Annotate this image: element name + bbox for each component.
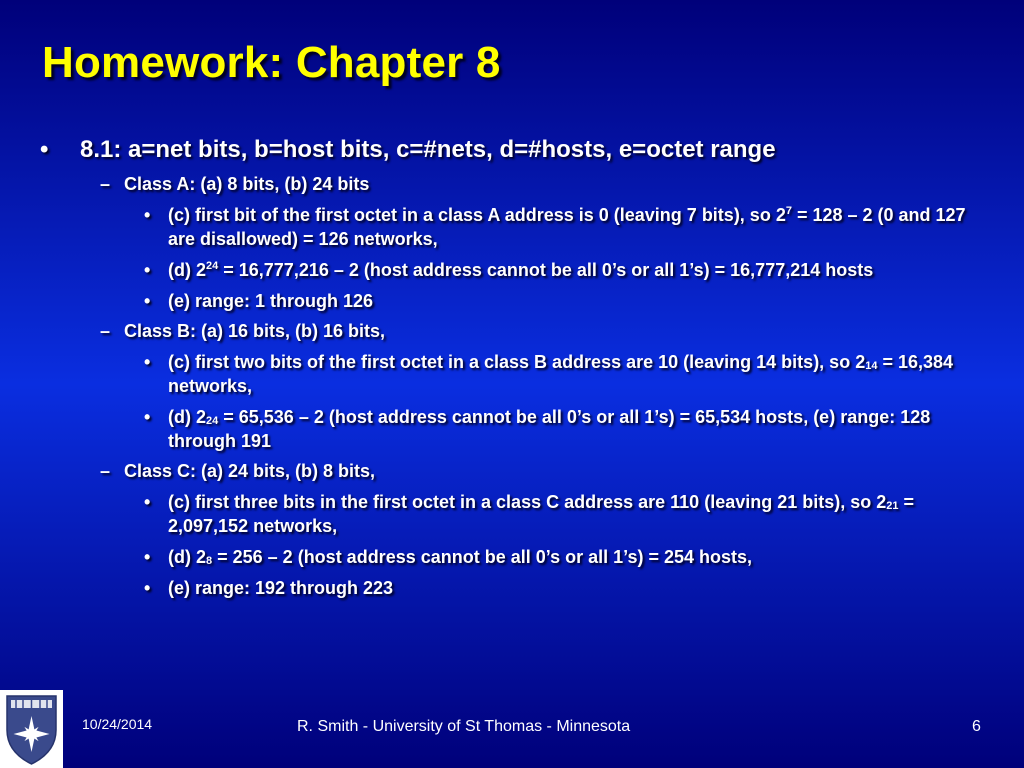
class-a-heading: [40, 172, 1000, 196]
class-c-c-exponent: 21: [886, 500, 899, 512]
class-b-d-text-post: = 65,536 – 2 (host address cannot be all 0’s or all 1’s) = 65,534 hosts, (e) range: 128 through 191: [168, 407, 931, 451]
class-b-heading: [40, 319, 1000, 343]
class-a-c-text-post: = 128 – 2 (0 and 127 are disallowed) = 126 networks,: [168, 205, 966, 249]
class-c-heading-text: Class C: (a) 24 bits, (b) 8 bits,: [124, 461, 376, 481]
dash-mark: –: [100, 174, 111, 194]
class-c-e-text: (e) range: 192 through 223: [168, 578, 394, 598]
bullet-mark: •: [144, 492, 151, 512]
class-c-e: [40, 576, 1000, 600]
footer-credit: R. Smith - University of St Thomas - Minnesota: [297, 718, 631, 735]
class-a-c-exponent: 7: [785, 205, 792, 217]
bullet-mark: •: [144, 547, 151, 567]
university-shield-icon: [0, 690, 63, 768]
class-a-d-text-post: = 16,777,216 – 2 (host address cannot be all 0’s or all 1’s) = 16,777,214 hosts: [218, 260, 874, 280]
bullet-mark: •: [144, 578, 151, 598]
bullet-mark: •: [144, 205, 151, 225]
bullet-mark: •: [144, 291, 151, 311]
class-c-d-text-post: = 256 – 2 (host address cannot be all 0’s or all 1’s) = 254 hosts,: [212, 547, 753, 567]
class-b-d-exponent: 24: [206, 415, 219, 427]
class-b-d: [40, 405, 1000, 453]
class-b-c-exponent: 14: [865, 360, 878, 372]
footer-date: 10/24/2014: [82, 716, 153, 732]
class-a-c: [40, 203, 1000, 251]
class-a-d-text: (d) 2: [168, 260, 206, 280]
class-c-heading: [40, 459, 1000, 483]
bullet-mark: •: [144, 260, 151, 280]
slide-number: 6: [972, 718, 981, 735]
class-a-heading-text: Class A: (a) 8 bits, (b) 24 bits: [124, 174, 370, 194]
class-c-d-exponent: 8: [206, 555, 213, 567]
bullet-8-1: [40, 134, 1000, 166]
class-c-c: [40, 490, 1000, 538]
class-b-c-text-post: = 16,384 networks,: [168, 352, 954, 396]
bullet-mark: •: [40, 136, 49, 163]
class-a-e-text: (e) range: 1 through 126: [168, 291, 374, 311]
class-b-c: [40, 350, 1000, 398]
slide-body: [40, 134, 1000, 600]
class-c-c-text: (c) first three bits in the first octet in a class C address are 110 (leaving 21 bits), so 2: [168, 492, 887, 512]
class-a-c-text: (c) first bit of the first octet in a class A address is 0 (leaving 7 bits), so 2: [168, 205, 786, 225]
class-b-c-text: (c) first two bits of the first octet in a class B address are 10 (leaving 14 bits), so 2: [168, 352, 866, 372]
class-c-c-text-post: = 2,097,152 networks,: [168, 492, 915, 536]
class-a-d: [40, 258, 1000, 282]
bullet-mark: •: [144, 407, 151, 427]
bullet-mark: •: [144, 352, 151, 372]
bullet-text: 8.1: a=net bits, b=host bits, c=#nets, d=#hosts, e=octet range: [80, 136, 776, 163]
class-c-d-text: (d) 2: [168, 547, 206, 567]
class-c-d: [40, 545, 1000, 569]
class-b-d-text: (d) 2: [168, 407, 206, 427]
class-b-heading-text: Class B: (a) 16 bits, (b) 16 bits,: [124, 321, 386, 341]
class-a-e: [40, 289, 1000, 313]
dash-mark: –: [100, 461, 111, 481]
slide-title: Homework: Chapter 8: [42, 38, 501, 87]
dash-mark: –: [100, 321, 111, 341]
class-a-d-exponent: 24: [206, 260, 219, 272]
